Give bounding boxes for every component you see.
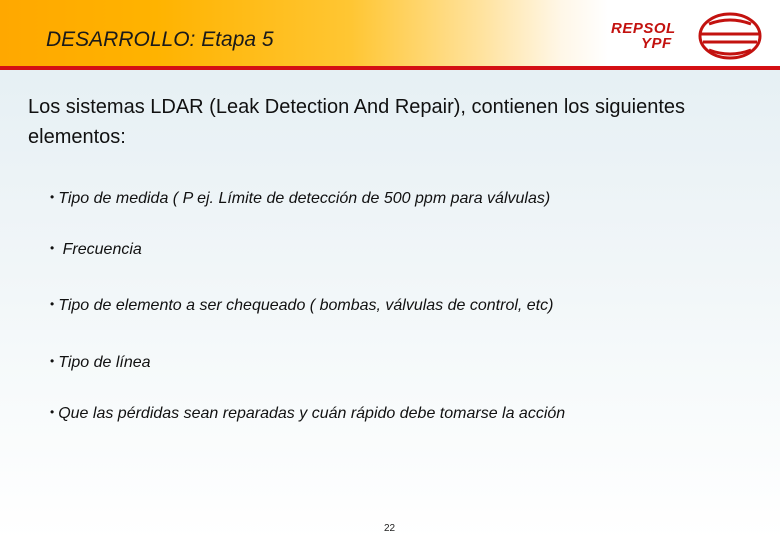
intro-paragraph: Los sistemas LDAR (Leak Detection And Repair), contienen los siguientes elementos:: [28, 96, 686, 148]
page-number: 22: [384, 523, 396, 534]
bullet-marker: •: [50, 241, 55, 255]
bullet-marker: •: [50, 405, 55, 419]
bullet-text: Frecuencia: [62, 241, 142, 258]
logo-line-2: YPF: [641, 35, 672, 52]
bullet-item: [50, 297, 553, 315]
bullet-text: Tipo de medida ( P ej. Límite de detección de 500 ppm para válvulas): [58, 190, 551, 207]
brand-logo-text: [611, 21, 691, 51]
bullet-item: [50, 354, 151, 372]
repsol-ypf-logo-mark-icon: [697, 10, 763, 67]
bullet-item: [50, 190, 550, 208]
bullet-item: [50, 405, 565, 423]
header-band: [0, 0, 780, 66]
bullet-marker: •: [50, 190, 55, 204]
logo-line-1: REPSOL: [611, 20, 676, 37]
bullet-text: Que las pérdidas sean reparadas y cuán rápido debe tomarse la acción: [58, 405, 566, 422]
bullet-marker: •: [50, 354, 55, 368]
bullet-item: [50, 241, 142, 259]
bullet-text: Tipo de elemento a ser chequeado ( bombas, válvulas de control, etc): [58, 297, 554, 314]
slide-title: DESARROLLO: Etapa 5: [46, 28, 274, 51]
bullet-marker: •: [50, 297, 55, 311]
bullet-text: Tipo de línea: [58, 354, 151, 371]
